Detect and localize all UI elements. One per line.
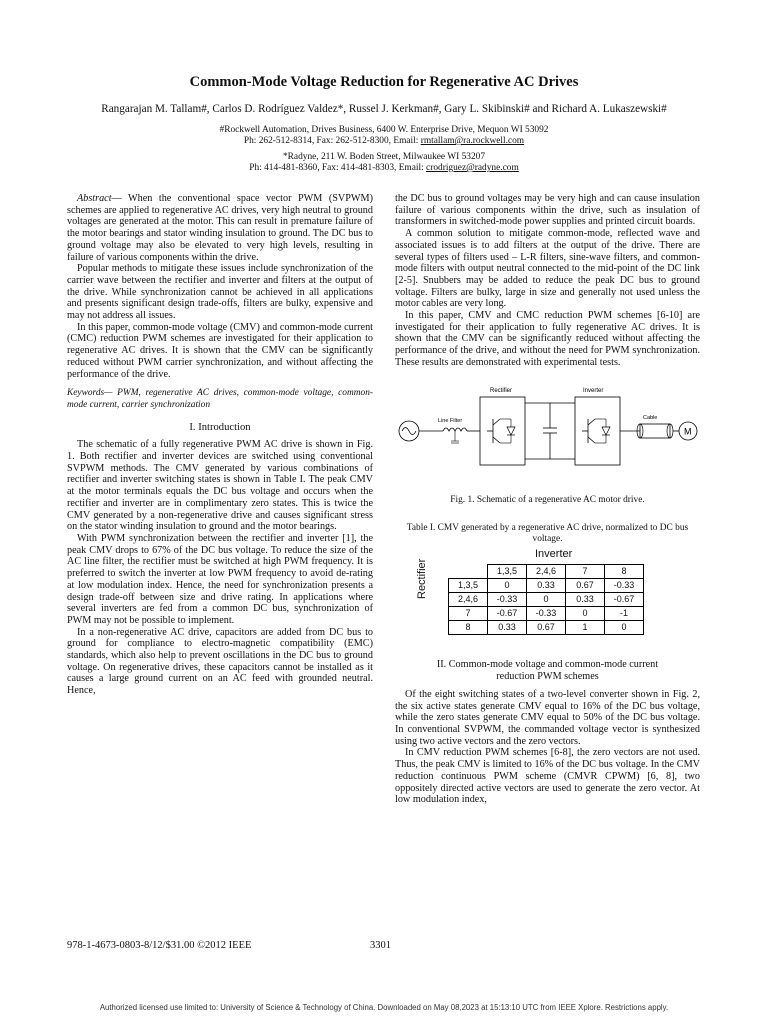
table-row-label: 1,3,5 [449,578,488,592]
table-cell: -0.67 [488,606,527,620]
footer-isbn: 978-1-4673-0803-8/12/$31.00 ©2012 IEEE [67,940,252,951]
table-cell: 0.33 [527,578,566,592]
body-paragraph-1: the DC bus to ground voltages may be very high and can cause insulation failure of various components within the drive, such as insulation of transformers in switched-mode power supplies and printed circuit boards. [395,193,700,228]
ac-source-icon [399,421,419,441]
intro-paragraph-2: With PWM synchronization between the rectifier and inverter [1], the peak CMV drops to 67% of the DC bus voltage. To reduce the size of the AC line filter, the rectifier must be switched at high PWM frequency. It is preferred to switch the inverter at low PWM frequency to avoid de-rating at low modulation index. Hence, the need for synchronization presents a design trade-off between size and drive rating. In applications where several inverters are fed from a common DC bus, synchronization of PWM may not be possible to implement. [67,532,373,626]
section2-paragraph-2: In CMV reduction PWM schemes [6-8], the zero vectors are not used. Thus, the peak CMV is limited to 16% of the DC bus voltage. In the CMV reduction continuous PWM scheme (CMVR CPWM) [6, 8], two oppositely directed active vectors are used to generate the zero vector. At low modulation index, [395,747,700,806]
table-column-group-label: Inverter [535,547,573,560]
keywords-text: PWM, regenerative AC drives, common-mode voltage, common-mode current, carrier synchronization [67,388,373,410]
section2-paragraph-1: Of the eight switching states of a two-level converter shown in Fig. 2, the six active states generate CMV equal to 16% of the DC bus voltage, while the zero states generate CMV equal to 50% of the DC bus voltage. In conventional SVPWM, the commanded voltage vector is synthesized using two active vectors and the zero vectors. [395,688,700,747]
figure-1-caption: Fig. 1. Schematic of a regenerative AC motor drive. [450,495,645,506]
table-row [449,606,644,620]
dc-link-capacitor-icon [525,403,575,459]
page-number: 3301 [370,940,391,951]
license-notice: Authorized licensed use limited to: University of Science & Technology of China. Downloaded on May 08,2023 at 15:13:10 UTC from IEEE Xplore. Restrictions apply. [99,1003,669,1012]
abstract-text: — When the conventional space vector PWM (SVPWM) schemes are applied to regenerative AC drives, very high neutral to ground voltages are generated at the motor. This can result in premature failure of the motor bearings and stator winding insulation to ground. The DC bus to ground voltage may also be elevated to very high levels, resulting in failure of various components within the drive. [67,193,373,263]
table-header-cell: 8 [605,564,644,578]
body-paragraph-3: In this paper, CMV and CMC reduction PWM schemes [6-10] are investigated for their application to fully regenerative AC drives. It is shown that the CMV can be significantly reduced without affecting the performance of the drive, and without the need for PWM synchronization. These results are demonstrated with experimental tests. [395,310,700,368]
right-column [395,193,700,806]
rectifier-label: Rectifier [490,387,513,394]
abstract-paragraph [67,193,373,263]
line-filter-icon [443,428,467,443]
abstract-paragraph-3: In this paper, common-mode voltage (CMV) and common-mode current (CMC) reduction PWM schemes are investigated for their application to regenerative AC drives. It is shown that the CMV can be significantly reduced without PWM carrier synchronization, and without affecting the performance of the drive. [67,321,373,380]
table-header-cell: 1,3,5 [488,564,527,578]
rectifier-icon [480,397,525,465]
author-list: Rangarajan M. Tallam#, Carlos D. Rodríguez Valdez*, Russel J. Kerkman#, Gary L. Skibinski# and Richard A. Lukaszewski# [101,103,667,115]
table-corner-cell [449,564,488,578]
table-cell: 0 [605,620,644,634]
contact-numbers: Ph: 414-481-8360, Fax: 414-481-8303, Email: [249,163,427,173]
intro-paragraph-1: The schematic of a fully regenerative PWM AC drive is shown in Fig. 1. Both rectifier and inverter devices are switched using conventional SVPWM methods. The CMV generated by various combinations of rectifier and inverter switching states is shown in Table I. The peak CMV at the motor terminals equals the DC bus voltage and occurs when the rectifier and inverter are in complimentary zero states. This is twice the CMV generated by a non-regenerative drive and causes significant stress on the stator winding insulation to ground and the motor bearings. [67,439,373,533]
table-cell: 1 [566,620,605,634]
table-row-group-label: Rectifier [416,558,428,599]
table-row-label: 7 [449,606,488,620]
table-header-row [449,564,644,578]
section-heading-line-1: II. Common-mode voltage and common-mode current [436,658,659,670]
table-cell: 0 [566,606,605,620]
affiliation-address: *Radyne, 211 W. Boden Street, Milwaukee WI 53207 [282,152,486,162]
affiliation-contact [120,136,648,147]
inverter-icon [575,397,620,465]
section-heading-introduction: I. Introduction [189,421,251,433]
intro-paragraph-3: In a non-regenerative AC drive, capacitors are added from DC bus to ground for compliance to electro-magnetic compatibility (EMC) standards, which also help to prevent oscillations in the DC bus to ground voltage. On regenerative drives, these capacitors cannot be installed as it causes a large ground current on an AC feed with grounded neutral. Hence, [67,626,373,697]
cable-label: Cable [643,414,658,421]
table-cell: 0.33 [566,592,605,606]
table-row [449,578,644,592]
motor-label: M [684,426,692,437]
affiliation-radyne [120,152,648,174]
table-row-label: 2,4,6 [449,592,488,606]
cmv-table [448,564,644,635]
table-1-container [395,549,700,651]
affiliation-contact [120,163,648,174]
table-cell: 0.67 [566,578,605,592]
table-cell: 0 [488,578,527,592]
table-1-caption: Table I. CMV generated by a regenerative AC drive, normalized to DC bus voltage. [406,522,689,544]
affiliation-address: #Rockwell Automation, Drives Business, 6400 W. Enterprise Drive, Mequon WI 53092 [219,125,549,135]
table-header-cell: 2,4,6 [527,564,566,578]
paper-title: Common-Mode Voltage Reduction for Regenerative AC Drives [189,74,579,90]
section-heading-cmv-reduction [395,659,700,683]
table-cell: -0.67 [605,592,644,606]
table-row [449,620,644,634]
abstract-paragraph-2: Popular methods to mitigate these issues include synchronization of the carrier wave between the rectifier and inverter and filters at the output of the drive. While synchronization cannot be achieved in all applications and presents significant design trade-offs, filters are bulky, expensive and may not address all issues. [67,263,373,322]
figure-1-schematic [395,379,700,484]
table-cell: 0 [527,592,566,606]
email-link[interactable]: rmtallam@ra.rockwell.com [420,136,525,146]
contact-numbers: Ph: 262-512-8314, Fax: 262-512-8300, Email: [243,136,421,146]
table-row-label: 8 [449,620,488,634]
email-link[interactable]: crodriguez@radyne.com [426,163,519,173]
keywords [67,388,373,411]
table-cell: -0.33 [605,578,644,592]
table-cell: -0.33 [488,592,527,606]
body-paragraph-2: A common solution to mitigate common-mode, reflected wave and associated issues is to add filters at the output of the drive. There are several types of filters used – L-R filters, sine-wave filters, and common-mode filters with output neutral connected to the mid-point of the DC link [2-5]. Snubbers may be added to reduce the peak DC bus to ground voltage. Filters are bulky, large in size and generally not used unless the motor cables are very long. [395,228,700,310]
section-heading-line-2: reduction PWM schemes [496,670,599,682]
table-cell: -0.33 [527,606,566,620]
affiliation-rockwell [120,125,648,147]
inverter-label: Inverter [583,387,604,394]
table-cell: -1 [605,606,644,620]
left-column [67,193,373,697]
motor-icon [679,422,697,440]
cable-icon [637,424,673,438]
table-header-cell: 7 [566,564,605,578]
abstract-label: Abstract [77,193,112,204]
table-row [449,592,644,606]
table-cell: 0.67 [527,620,566,634]
line-filter-label: Line Filter [438,417,463,424]
keywords-label: Keywords— [67,388,113,399]
table-cell: 0.33 [488,620,527,634]
